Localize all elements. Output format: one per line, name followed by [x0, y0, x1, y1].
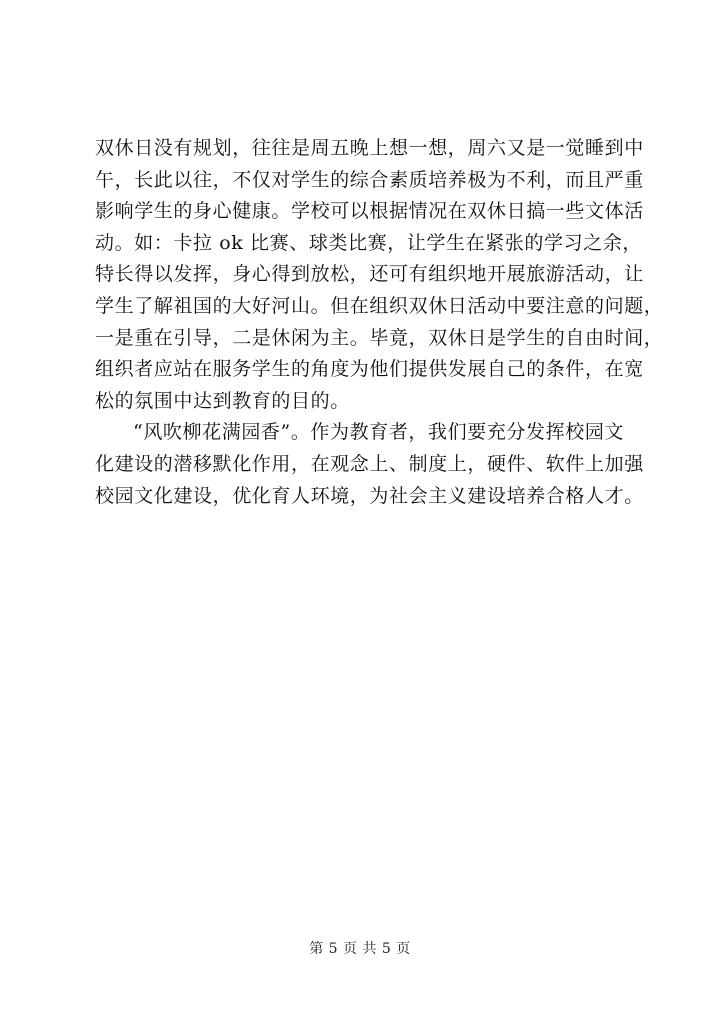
body-text: [95, 133, 664, 512]
paragraph-1-line-8: 组织者应站在服务学生的角度为他们提供发展自己的条件，在宽: [95, 358, 644, 381]
paragraph-1-line-3: 影响学生的身心健康。学校可以根据情况在双休日搞一些文体活: [95, 200, 644, 223]
paragraph-2-line-2: 化建设的潜移默化作用，在观念上、制度上，硬件、软件上加强: [95, 452, 644, 475]
paragraph-1-line-7: 一是重在引导，二是休闲为主。毕竟，双休日是学生的自由时间，: [95, 326, 664, 349]
paragraph-1-line-9: 松的氛围中达到教育的目的。: [95, 389, 350, 412]
paragraph-1-line-5: 特长得以发挥，身心得到放松，还可有组织地开展旅游活动，让: [95, 263, 644, 286]
paragraph-1-line-2: 午，长此以往，不仅对学生的综合素质培养极为不利，而且严重: [95, 168, 644, 191]
paragraph-2-line-3: 校园文化建设，优化育人环境，为社会主义建设培养合格人才。: [95, 484, 644, 507]
paragraph-2-line-1: “风吹柳花满园香”。作为教育者，我们要充分发挥校园文: [133, 421, 625, 444]
paragraph-1-line-4: 动。如：卡拉 ok 比赛、球类比赛，让学生在紧张的学习之余，: [95, 231, 643, 254]
paragraph-1-line-6: 学生了解祖国的大好河山。但在组织双休日活动中要注意的问题，: [95, 294, 664, 317]
page-number-footer: 第 5 页 共 5 页: [309, 941, 411, 957]
paragraph-1-line-1: 双休日没有规划，往往是周五晚上想一想，周六又是一觉睡到中: [95, 137, 644, 159]
